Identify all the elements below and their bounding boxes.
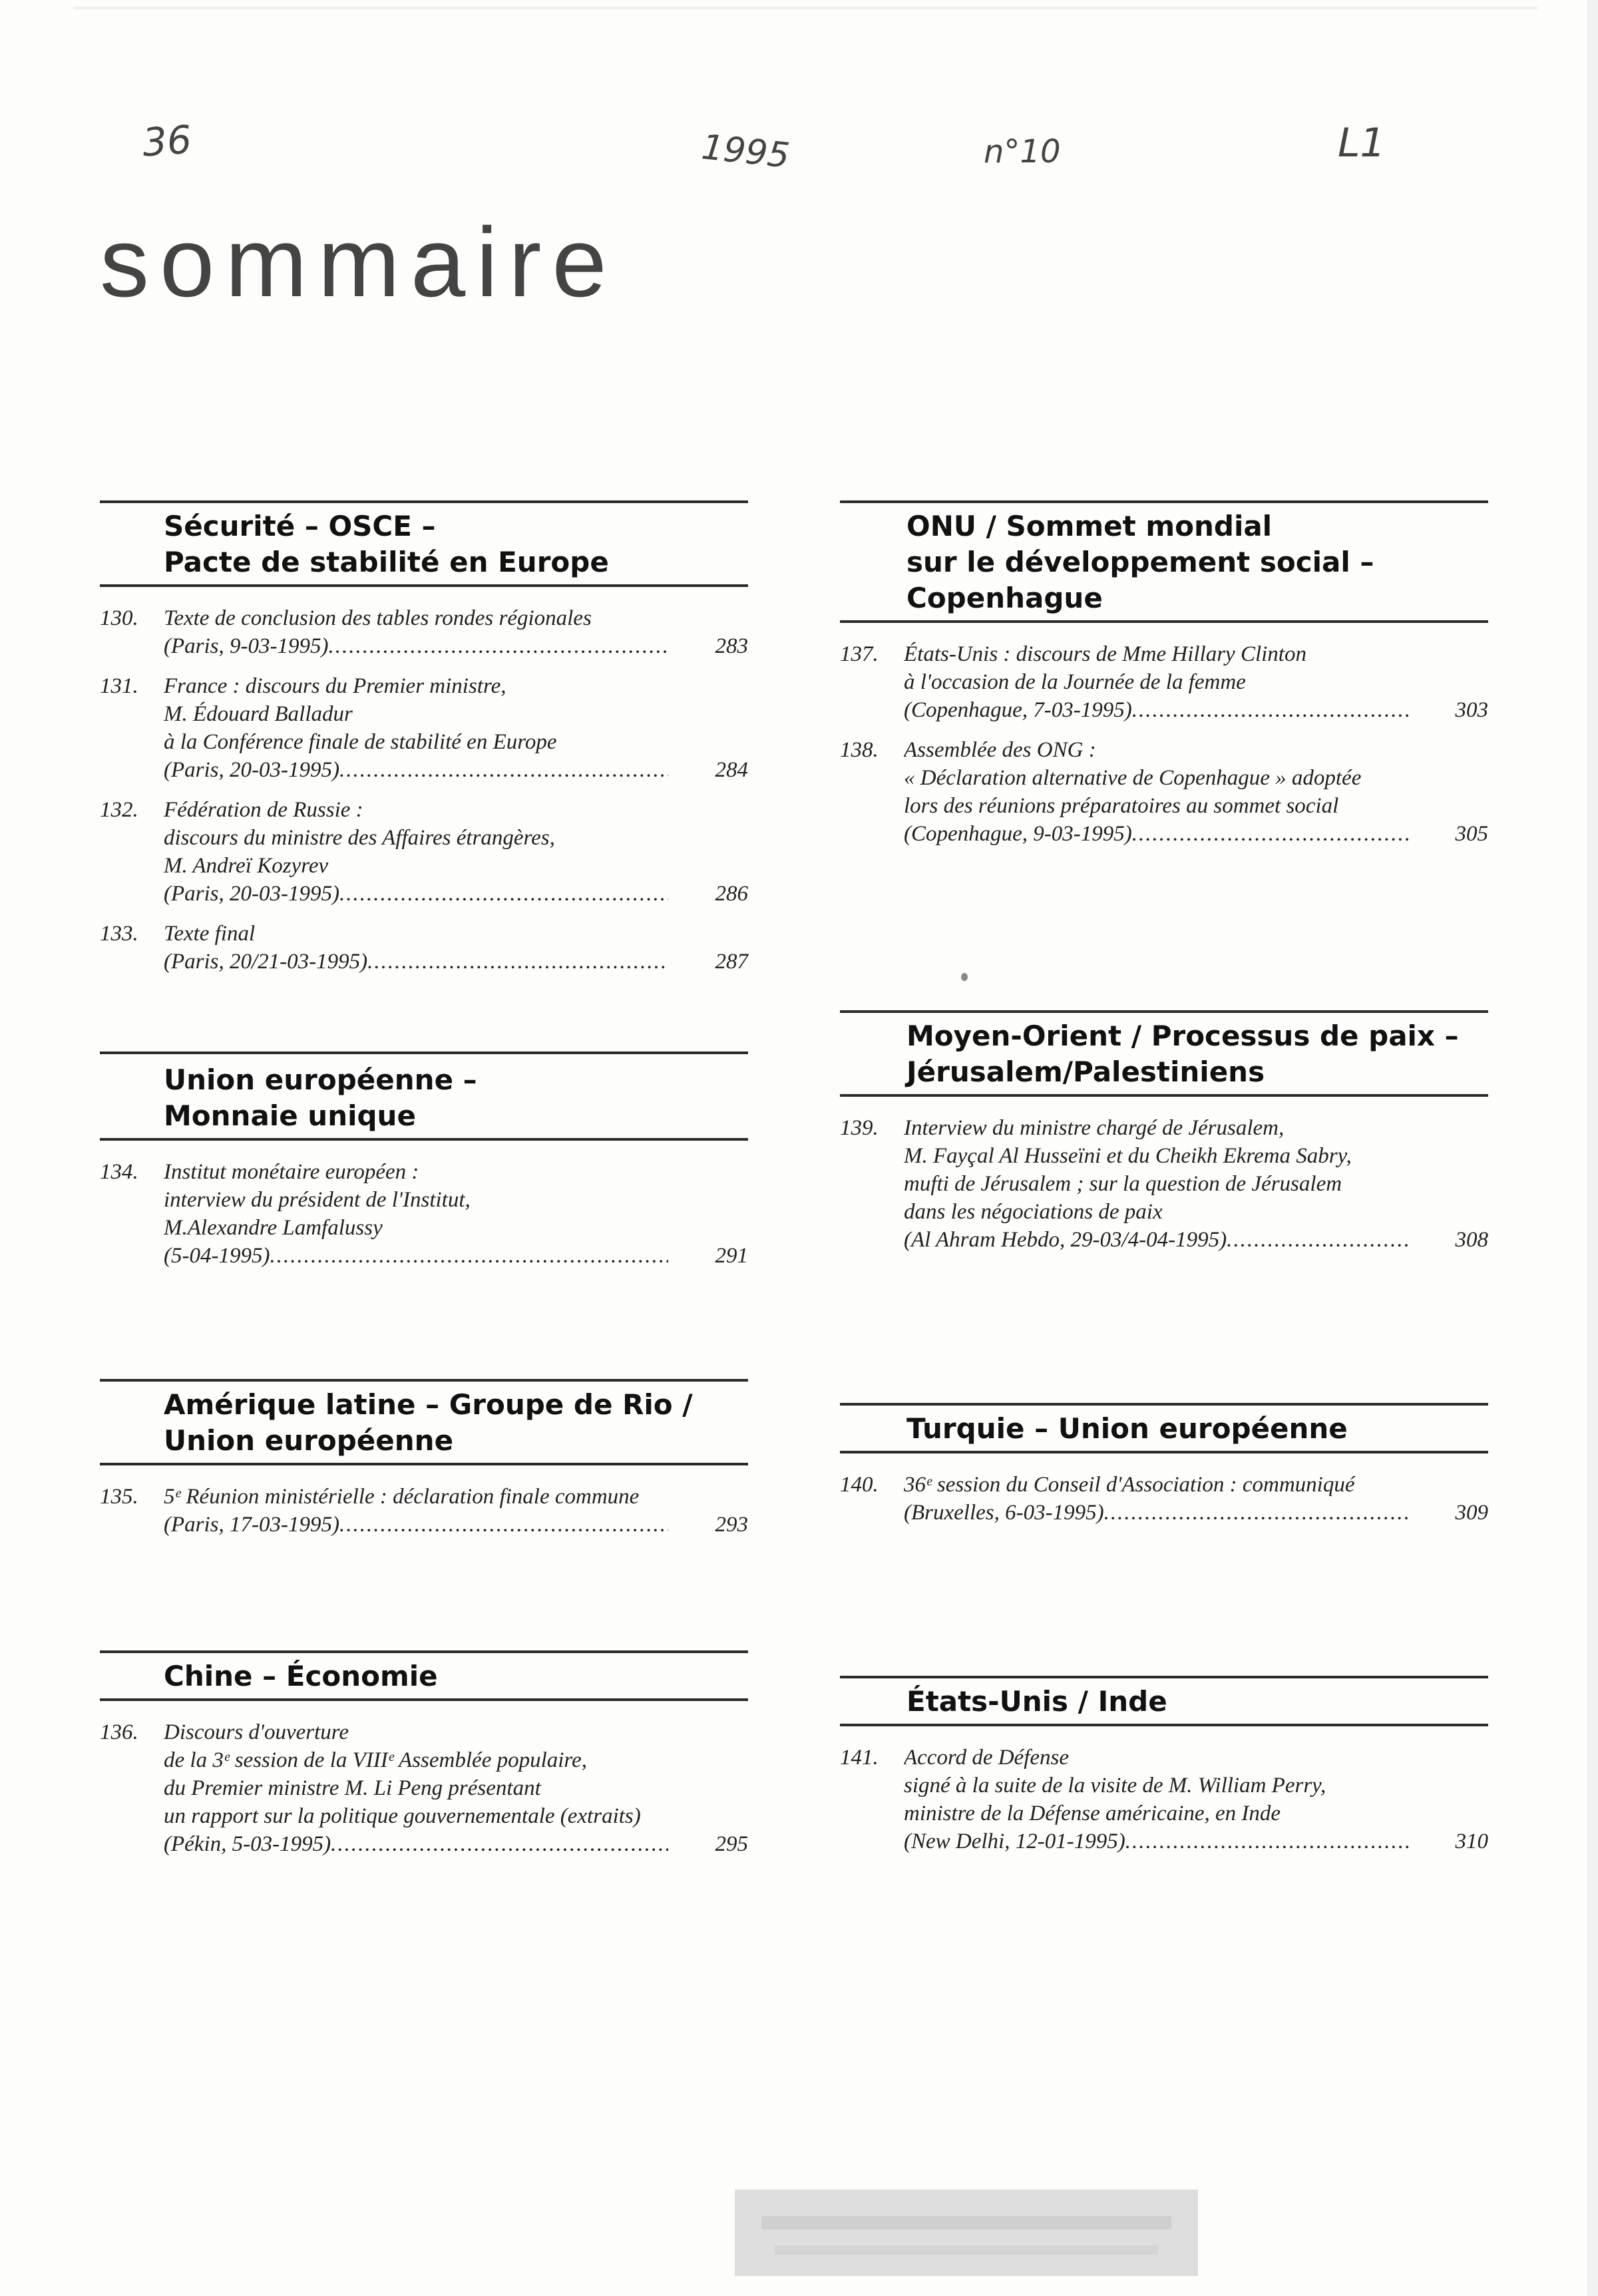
section-heading: [100, 1653, 748, 1698]
entry-line: M. Édouard Balladur: [164, 702, 353, 726]
scan-speck: [961, 973, 968, 981]
toc-entry: [840, 1114, 1488, 1254]
dot-leader: [1132, 820, 1408, 848]
entry-text: [904, 1744, 1488, 1855]
toc-entry: [100, 796, 748, 908]
entry-number: 133.: [100, 922, 138, 946]
entry-line: à la Conférence finale de stabilité en Europe: [164, 730, 557, 754]
entry-line: interview du président de l'Institut,: [164, 1188, 471, 1212]
toc-entry: [840, 736, 1488, 848]
section-securite-osce: [100, 500, 748, 988]
section-bottom-rule: [840, 620, 1488, 623]
entry-reference-line: [904, 1827, 1488, 1855]
entry-reference-line: [164, 1242, 748, 1270]
section-bottom-rule: [840, 1451, 1488, 1453]
entry-number: 130.: [100, 606, 138, 630]
toc-entries: [100, 1718, 748, 1858]
entry-text: [904, 1471, 1488, 1527]
handwritten-note-3: n°10: [984, 133, 1061, 170]
section-bottom-rule: [100, 584, 748, 587]
entry-reference-line: [904, 820, 1488, 848]
toc-entries: [100, 1483, 748, 1539]
toc-entry: [840, 1471, 1488, 1527]
section-bottom-rule: [100, 1138, 748, 1141]
entry-line: Interview du ministre chargé de Jérusalem,: [904, 1116, 1285, 1140]
entry-line: mufti de Jérusalem ; sur la question de Jérusalem: [904, 1172, 1342, 1196]
entry-place-date: (Paris, 20/21-03-1995): [164, 950, 368, 974]
entry-text: [904, 640, 1488, 724]
section-onu-sommet-social: [840, 500, 1488, 860]
section-heading: [840, 1406, 1488, 1451]
section-heading-line: Jérusalem/Palestiniens: [906, 1055, 1265, 1088]
section-heading-line: Chine – Économie: [164, 1660, 438, 1692]
entry-line: du Premier ministre M. Li Peng présentant: [164, 1776, 541, 1800]
entry-reference-line: [164, 948, 748, 976]
entry-line: Texte final: [164, 922, 256, 946]
entry-place-date: (Paris, 17-03-1995): [164, 1513, 339, 1537]
entry-reference-line: [164, 756, 748, 784]
entry-line: signé à la suite de la visite de M. William Perry,: [904, 1774, 1326, 1798]
entry-text: [164, 604, 748, 660]
toc-entries: [100, 1158, 748, 1270]
entry-line: M. Andreï Kozyrev: [164, 854, 329, 878]
entry-line: Assemblée des ONG :: [904, 738, 1096, 762]
toc-entry: [100, 920, 748, 976]
toc-entry: [100, 1158, 748, 1270]
entry-line: lors des réunions préparatoires au sommet social: [904, 794, 1339, 818]
entry-page-number: 284: [715, 758, 748, 782]
handwritten-note-2: 1995: [699, 127, 792, 176]
entry-line: ministre de la Défense américaine, en Inde: [904, 1802, 1281, 1825]
entry-line: France : discours du Premier ministre,: [164, 674, 506, 698]
section-etats-unis-inde: [840, 1676, 1488, 1867]
entry-line: de la 3ᵉ session de la VIIIᵉ Assemblée populaire,: [164, 1748, 587, 1772]
section-union-europeenne-monnaie: [100, 1052, 748, 1282]
dot-leader: [367, 948, 668, 976]
entry-text: [904, 736, 1488, 848]
section-bottom-rule: [840, 1094, 1488, 1097]
toc-entries: [100, 604, 748, 976]
dot-leader: [339, 756, 668, 784]
toc-entries: [840, 1114, 1488, 1254]
entry-line: discours du ministre des Affaires étrangères,: [164, 826, 555, 850]
section-heading-line: Moyen-Orient / Processus de paix –: [906, 1020, 1459, 1052]
dot-leader: [339, 1511, 668, 1539]
stamp-bar: [761, 2216, 1171, 2229]
toc-entry: [100, 1718, 748, 1858]
section-heading-line: Turquie – Union européenne: [906, 1412, 1348, 1445]
entry-text: [164, 1483, 748, 1539]
entry-reference-line: [904, 1499, 1488, 1527]
dot-leader: [270, 1242, 668, 1270]
entry-page-number: 291: [715, 1244, 748, 1268]
handwritten-note-1: 36: [140, 116, 194, 166]
entry-place-date: (Copenhague, 9-03-1995): [904, 822, 1132, 846]
entry-place-date: (Pékin, 5-03-1995): [164, 1832, 331, 1856]
entry-place-date: (Paris, 20-03-1995): [164, 758, 339, 782]
entry-number: 131.: [100, 674, 138, 698]
section-bottom-rule: [100, 1463, 748, 1465]
dot-leader: [328, 632, 668, 660]
entry-line: M. Fayçal Al Husseïni et du Cheikh Ekrema Sabry,: [904, 1144, 1352, 1168]
entry-line: 36ᵉ session du Conseil d'Association : communiqué: [904, 1473, 1355, 1497]
section-heading-line: Monnaie unique: [164, 1099, 416, 1132]
dot-leader: [1125, 1827, 1408, 1855]
section-heading-line: Copenhague: [906, 582, 1103, 614]
section-heading-line: ONU / Sommet mondial: [906, 510, 1273, 542]
entry-reference-line: [164, 1830, 748, 1858]
dot-leader: [331, 1830, 668, 1858]
section-turquie: [840, 1403, 1488, 1539]
entry-line: M.Alexandre Lamfalussy: [164, 1216, 383, 1240]
entry-number: 141.: [840, 1746, 879, 1770]
toc-entries: [840, 1744, 1488, 1855]
section-bottom-rule: [840, 1724, 1488, 1726]
entry-text: [164, 672, 748, 784]
entry-page-number: 286: [715, 882, 748, 906]
entry-number: 138.: [840, 738, 879, 762]
entry-line: dans les négociations de paix: [904, 1200, 1163, 1224]
entry-text: [164, 796, 748, 908]
section-bottom-rule: [100, 1698, 748, 1701]
entry-reference-line: [164, 1511, 748, 1539]
entry-page-number: 283: [715, 634, 748, 658]
entry-text: [904, 1114, 1488, 1254]
entry-line: Fédération de Russie :: [164, 798, 363, 822]
entry-line: un rapport sur la politique gouvernementale (extraits): [164, 1804, 641, 1828]
entry-number: 136.: [100, 1720, 138, 1744]
entry-number: 135.: [100, 1485, 138, 1509]
entry-line: 5ᵉ Réunion ministérielle : déclaration finale commune: [164, 1485, 640, 1509]
section-chine-economie: [100, 1650, 748, 1870]
page-title: sommaire: [100, 208, 618, 317]
faded-header-strip: [73, 7, 1537, 56]
entry-line: Discours d'ouverture: [164, 1720, 349, 1744]
section-heading: [100, 503, 748, 584]
dot-leader: [1104, 1499, 1408, 1527]
entry-text: [164, 1158, 748, 1270]
entry-page-number: 293: [715, 1513, 748, 1537]
library-stamp: [735, 2190, 1198, 2276]
entry-place-date: (New Delhi, 12-01-1995): [904, 1829, 1125, 1853]
entry-reference-line: [164, 880, 748, 908]
entry-text: [164, 920, 748, 976]
entry-reference-line: [904, 696, 1488, 724]
section-heading: [840, 1678, 1488, 1724]
entry-place-date: (Bruxelles, 6-03-1995): [904, 1501, 1104, 1525]
toc-entry: [100, 604, 748, 660]
toc-entries: [840, 640, 1488, 848]
entry-line: Institut monétaire européen :: [164, 1160, 419, 1184]
entry-page-number: 305: [1455, 822, 1488, 846]
dot-leader: [1132, 696, 1408, 724]
section-heading-line: Union européenne: [164, 1424, 454, 1457]
section-heading-line: Union européenne –: [164, 1063, 477, 1096]
section-heading-line: Sécurité – OSCE –: [164, 510, 436, 542]
entry-place-date: (Al Ahram Hebdo, 29-03/4-04-1995): [904, 1228, 1227, 1252]
entry-page-number: 303: [1455, 698, 1488, 722]
entry-line: Accord de Défense: [904, 1746, 1069, 1770]
section-heading-line: Amérique latine – Groupe de Rio /: [164, 1388, 693, 1421]
toc-entry: [100, 672, 748, 784]
entry-number: 139.: [840, 1116, 879, 1140]
page-edge-shadow: [1587, 0, 1598, 2296]
toc-entry: [840, 1744, 1488, 1855]
section-heading: [100, 1054, 748, 1138]
section-heading: [840, 1013, 1488, 1094]
entry-place-date: (5-04-1995): [164, 1244, 270, 1268]
section-heading-line: Pacte de stabilité en Europe: [164, 546, 609, 578]
entry-reference-line: [904, 1226, 1488, 1254]
section-heading-line: sur le développement social –: [906, 546, 1374, 578]
toc-entry: [100, 1483, 748, 1539]
toc-entry: [840, 640, 1488, 724]
entry-line: Texte de conclusion des tables rondes régionales: [164, 606, 592, 630]
entry-page-number: 295: [715, 1832, 748, 1856]
entry-place-date: (Paris, 9-03-1995): [164, 634, 329, 658]
entry-line: « Déclaration alternative de Copenhague » adoptée: [904, 766, 1362, 790]
stamp-bar: [775, 2245, 1158, 2255]
toc-entries: [840, 1471, 1488, 1527]
dot-leader: [339, 880, 668, 908]
entry-page-number: 308: [1455, 1228, 1488, 1252]
handwritten-note-4: L1: [1338, 120, 1386, 166]
entry-page-number: 310: [1455, 1829, 1488, 1853]
section-moyen-orient: [840, 1010, 1488, 1266]
entry-page-number: 287: [715, 950, 748, 974]
entry-number: 137.: [840, 642, 879, 666]
entry-reference-line: [164, 632, 748, 660]
entry-number: 140.: [840, 1473, 879, 1497]
section-amerique-latine: [100, 1379, 748, 1551]
entry-number: 134.: [100, 1160, 138, 1184]
entry-text: [164, 1718, 748, 1858]
entry-place-date: (Paris, 20-03-1995): [164, 882, 339, 906]
section-heading: [840, 503, 1488, 620]
dot-leader: [1227, 1226, 1408, 1254]
section-heading: [100, 1382, 748, 1463]
entry-page-number: 309: [1455, 1501, 1488, 1525]
section-heading-line: États-Unis / Inde: [906, 1685, 1167, 1718]
entry-line: États-Unis : discours de Mme Hillary Clinton: [904, 642, 1306, 666]
entry-line: à l'occasion de la Journée de la femme: [904, 670, 1246, 694]
entry-number: 132.: [100, 798, 138, 822]
entry-place-date: (Copenhague, 7-03-1995): [904, 698, 1132, 722]
